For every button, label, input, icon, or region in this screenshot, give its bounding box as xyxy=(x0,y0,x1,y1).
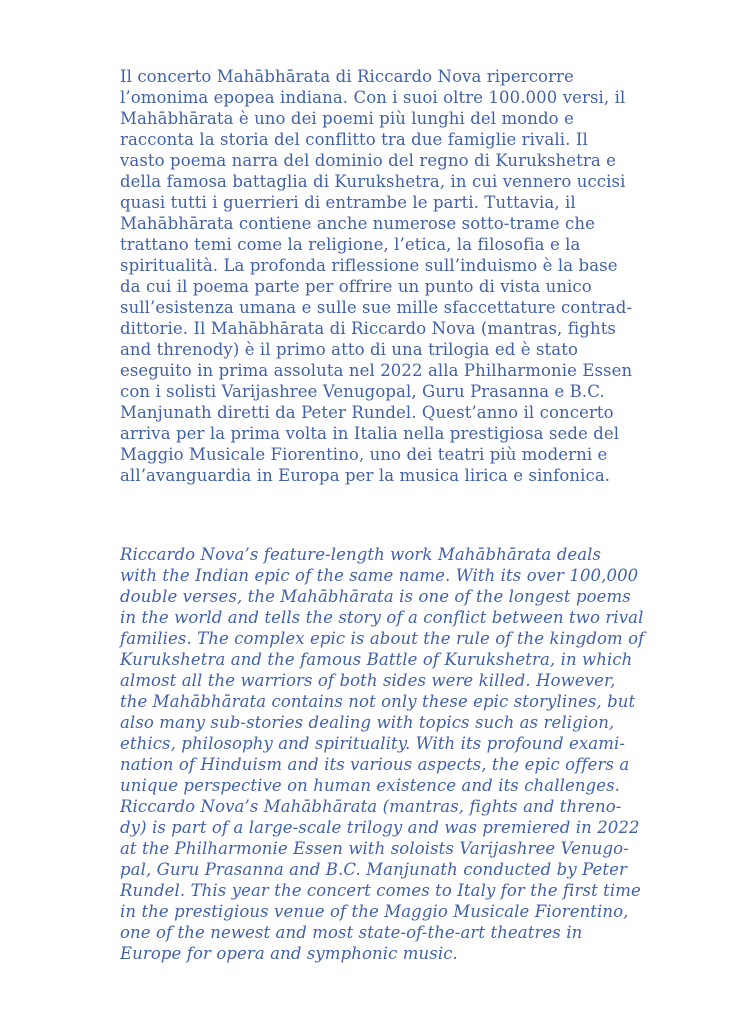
text-line: Manjunath diretti da Peter Rundel. Quest’anno il concerto xyxy=(120,403,614,422)
text-line: unique perspective on human existence and its challenges. xyxy=(120,776,620,795)
text-line: Mahābhārata contiene anche numerose sotto-trame che xyxy=(120,214,595,233)
text-line: families. The complex epic is about the rule of the kingdom of xyxy=(120,629,645,648)
text-line: also many sub-stories dealing with topics such as religion, xyxy=(120,713,615,732)
text-line: Riccardo Nova’s feature-length work Mahābhārata deals xyxy=(120,545,602,564)
text-line: ethics, philosophy and spirituality. With its profound exami- xyxy=(120,734,626,753)
text-line: della famosa battaglia di Kurukshetra, in cui vennero uccisi xyxy=(120,172,626,191)
text-line: Kurukshetra and the famous Battle of Kurukshetra, in which xyxy=(120,650,633,669)
text-line: Il concerto Mahābhārata di Riccardo Nova ripercorre xyxy=(120,67,574,86)
text-line: all’avanguardia in Europa per la musica lirica e sinfonica. xyxy=(120,466,611,485)
text-line: in the world and tells the story of a conflict between two rival xyxy=(120,608,644,627)
text-line: Maggio Musicale Fiorentino, uno dei teatri più moderni e xyxy=(120,445,608,464)
text-line: Riccardo Nova’s Mahābhārata (mantras, fights and threno- xyxy=(120,797,622,816)
english-paragraph xyxy=(120,544,645,964)
text-line: one of the newest and most state-of-the-art theatres in xyxy=(120,923,583,942)
text-line: the Mahābhārata contains not only these epic storylines, but xyxy=(120,692,636,711)
text-line: spiritualità. La profonda riflessione sull’induismo è la base xyxy=(120,256,618,275)
text-line: con i solisti Varijashree Venugopal, Guru Prasanna e B.C. xyxy=(120,382,605,401)
italian-paragraph xyxy=(120,66,636,486)
text-line: dy) is part of a large-scale trilogy and was premiered in 2022 xyxy=(120,818,640,837)
text-line: l’omonima epopea indiana. Con i suoi oltre 100.000 versi, il xyxy=(120,88,626,107)
text-line: Mahābhārata è uno dei poemi più lunghi del mondo e xyxy=(120,109,574,128)
text-line: Rundel. This year the concert comes to Italy for the first time xyxy=(120,881,641,900)
text-line: trattano temi come la religione, l’etica, la filosofia e la xyxy=(120,235,581,254)
text-line: in the prestigious venue of the Maggio Musicale Fiorentino, xyxy=(120,902,629,921)
text-line: dittorie. Il Mahābhārata di Riccardo Nova (mantras, fights xyxy=(120,319,616,338)
text-line: vasto poema narra del dominio del regno di Kurukshetra e xyxy=(120,151,616,170)
text-line: nation of Hinduism and its various aspects, the epic offers a xyxy=(120,755,630,774)
text-line: double verses, the Mahābhārata is one of the longest poems xyxy=(120,587,631,606)
text-line: quasi tutti i guerrieri di entrambe le parti. Tuttavia, il xyxy=(120,193,576,212)
text-line: da cui il poema parte per offrire un punto di vista unico xyxy=(120,277,592,296)
text-line: pal, Guru Prasanna and B.C. Manjunath conducted by Peter xyxy=(120,860,628,879)
text-line: with the Indian epic of the same name. With its over 100,000 xyxy=(120,566,639,585)
text-line: almost all the warriors of both sides were killed. However, xyxy=(120,671,616,690)
text-line: eseguito in prima assoluta nel 2022 alla Philharmonie Essen xyxy=(120,361,633,380)
text-line: sull’esistenza umana e sulle sue mille sfaccettature contrad- xyxy=(120,298,633,317)
text-line: Europe for opera and symphonic music. xyxy=(120,944,458,963)
text-line: at the Philharmonie Essen with soloists Varijashree Venugo- xyxy=(120,839,629,858)
text-line: arriva per la prima volta in Italia nella prestigiosa sede del xyxy=(120,424,620,443)
text-line: racconta la storia del conflitto tra due famiglie rivali. Il xyxy=(120,130,588,149)
text-line: and threnody) è il primo atto di una trilogia ed è stato xyxy=(120,340,578,359)
